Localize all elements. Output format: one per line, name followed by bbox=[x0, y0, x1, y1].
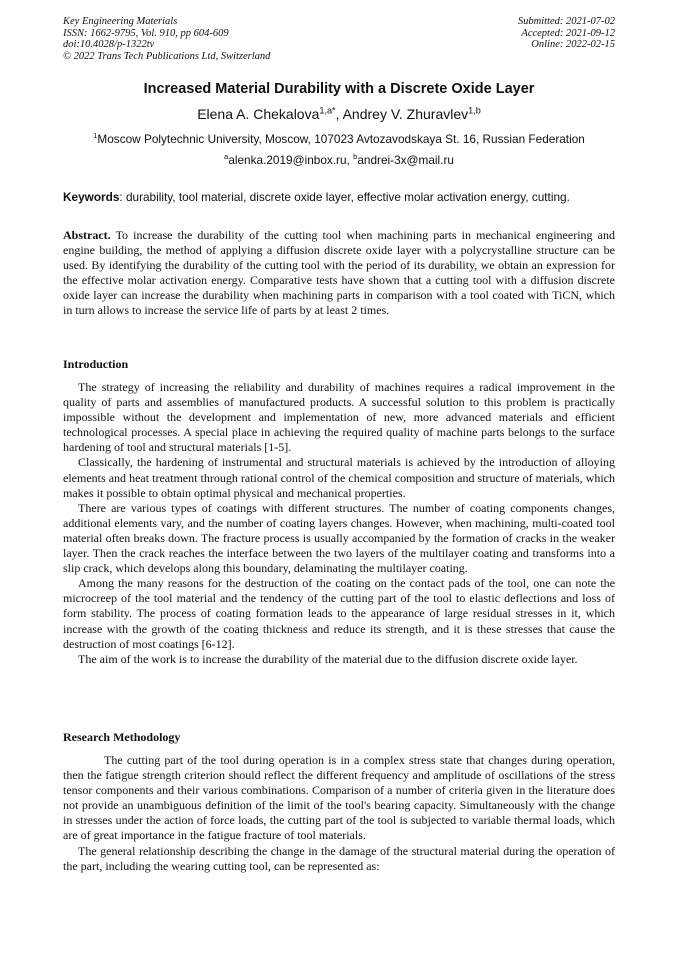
author-affiliation-mark: 1,b bbox=[468, 105, 481, 116]
paragraph: The aim of the work is to increase the durability of the material due to the diffusion discrete oxide layer. bbox=[78, 651, 578, 666]
email-link[interactable]: alenka.2019@inbox.ru bbox=[228, 153, 347, 167]
submitted-date: Submitted: 2021-07-02 bbox=[517, 16, 615, 27]
journal-info bbox=[63, 16, 270, 62]
affiliation-text: Moscow Polytechnic University, Moscow, 107023 Avtozavodskaya St. 16, Russian Federation bbox=[97, 132, 585, 146]
affiliation-mark: 1 bbox=[93, 131, 98, 141]
online-date: Online: 2022-02-15 bbox=[531, 39, 615, 51]
journal-name: Key Engineering Materials bbox=[63, 16, 178, 27]
author-separator: , bbox=[335, 106, 343, 122]
paragraph: Among the many reasons for the destruction of the coating on the contact pads of the tool, one can note the microcreep of the tool material and the tendency of the cutting part of the tool to elastic deflections and loss of form stability. The process of coating formation leads to the appearance of large residual stresses in it, which increase with the growth of the coating thickness and reduce its strength, and it is these stresses that cause the destruction of most coatings [6-12]. bbox=[63, 576, 615, 651]
affiliation bbox=[0, 132, 678, 146]
author-list bbox=[0, 106, 678, 122]
doi-line: doi:10.4028/p-1322tv bbox=[63, 39, 155, 51]
abstract-label: Abstract. bbox=[63, 228, 111, 242]
email-mark: b bbox=[353, 152, 358, 162]
paragraph: The general relationship describing the change in the damage of the structural material during the operation of the part, including the wearing cutting tool, can be represented as: bbox=[63, 843, 615, 873]
abstract bbox=[63, 228, 615, 319]
paper-title: Increased Material Durability with a Discrete Oxide Layer bbox=[143, 81, 535, 97]
author-affiliation-mark: 1,a* bbox=[319, 105, 336, 116]
introduction-body bbox=[63, 380, 615, 667]
abstract-text: To increase the durability of the cutting tool when machining parts in mechanical engineering and engine building, the method of applying a diffusion discrete oxide layer with a polycrystalline structure can be used. By identifying the durability of the cutting tool with the period of its durability, we obtain an expression for the effective molar activation energy. Comparative tests have shown that a cutting tool with a diffusion discrete oxide layer can increase the durability when machining parts in comparison with a tool coated with TiCN, which in turn allows to increase the service life of parts by at least 2 times. bbox=[63, 228, 615, 318]
section-heading-methodology: Research Methodology bbox=[63, 730, 181, 744]
copyright-line: © 2022 Trans Tech Publications Ltd, Switzerland bbox=[63, 50, 271, 62]
issn-line: ISSN: 1662-9795, Vol. 910, pp 604-609 bbox=[63, 27, 229, 39]
keywords bbox=[63, 190, 615, 204]
author-name: Andrey V. Zhuravlev bbox=[342, 106, 469, 122]
paragraph: The strategy of increasing the reliability and durability of machines requires a radical improvement in the quality of parts and assemblies of manufactured products. A successful solution to this problem is practically impossible without the development and implementation of new, more advanced materials and efficient technological processes. A special place in achieving the required quality of machine parts belongs to the surface hardening of tool and structural materials [1-5]. bbox=[63, 380, 615, 455]
email-mark: a bbox=[224, 152, 229, 162]
methodology-body bbox=[63, 753, 615, 874]
keywords-label: Keywords bbox=[63, 190, 120, 204]
author-name: Elena A. Chekalova bbox=[197, 106, 320, 122]
author-emails bbox=[0, 153, 678, 167]
email-link[interactable]: andrei-3x@mail.ru bbox=[357, 153, 454, 167]
paragraph: Classically, the hardening of instrumental and structural materials is achieved by the introduction of alloying elements and heat treatment through rational control of the chemical composition and structure of materials, which makes it possible to obtain optimal physical and mechanical properties. bbox=[63, 455, 615, 500]
email-separator: , bbox=[346, 153, 354, 167]
section-heading-introduction: Introduction bbox=[63, 357, 129, 371]
paragraph: There are various types of coatings with different structures. The number of coating components changes, additional elements vary, and the number of coating layers changes. However, when machining, multi-coated tool material often breaks down. The fracture process is usually accompanied by the formation of cracks in the weaker layer. Then the crack reaches the interface between the two layers of the multilayer coating and transforms into a slip crack, which develops along this boundary, delaminating the multilayer coating. bbox=[63, 500, 615, 576]
accepted-date: Accepted: 2021-09-12 bbox=[521, 27, 615, 39]
paragraph: The cutting part of the tool during operation is in a complex stress state that changes during operation, then the fatigue strength criterion should reflect the different frequency and amplitude of oscillations of the stress tensor components and their various combinations. Comparison of a number of criteria given in the literature does not provide an unambiguous definition of the limit of the tool's bearing capacity. Simultaneously with the change in stresses under the action of force loads, the cutting part of the tool is subjected to variable thermal loads, which are of great importance in the fatigue fracture of tool materials. bbox=[63, 753, 615, 843]
keywords-text: : durability, tool material, discrete oxide layer, effective molar activation energy, cutting. bbox=[119, 190, 570, 204]
publication-dates bbox=[518, 16, 615, 51]
